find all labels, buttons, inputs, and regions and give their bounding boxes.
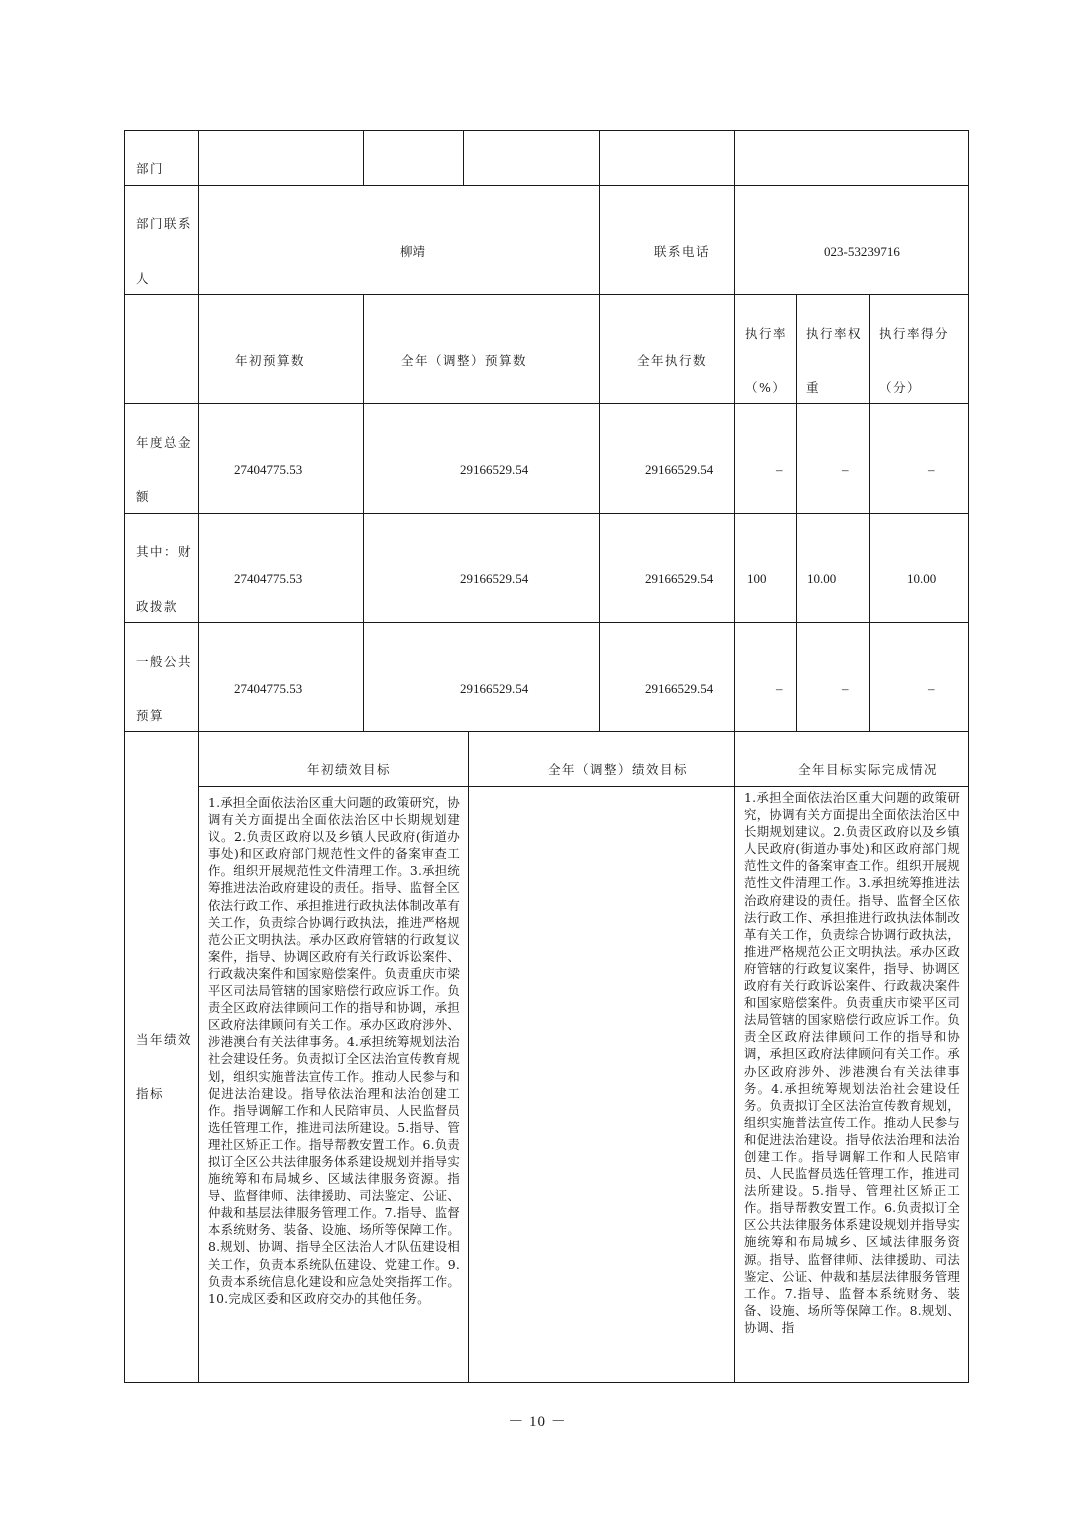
column-divider (599, 185, 600, 295)
annual-total-rate: – (776, 462, 783, 477)
label-contact-cont: 人 (136, 271, 151, 286)
label-performance: 当年绩效 (136, 1032, 193, 1047)
column-divider (363, 294, 364, 732)
row-divider (124, 731, 969, 732)
page-number: － 10 － (508, 1414, 567, 1430)
header-executed: 全年执行数 (637, 353, 708, 368)
performance-table (124, 130, 969, 1383)
label-fiscal: 其中：财 (136, 544, 193, 559)
perf-header-adjusted: 全年（调整）绩效目标 (548, 762, 689, 777)
perf-initial-text: 1.承担全面依法治区重大问题的政策研究，协调有关方面提出全面依法治区中长期规划建议。2.负责区政府以及乡镇人民政府(街道办事处)和区政府部门规范性文件的备案审查工作。组织开展规范性文件清理工作。3.承担统筹推进法治政府建设的责任。指导、监督全区依法行政工作、承担推进行政执法体制改革有关工作，负责综合协调行政执法，推进严格规范公正文明执法。承办区政府管辖的行政复议案件，指导、协调区政府有关行政诉讼案件、行政裁决案件和国家赔偿案件。负责重庆市梁平区司法局管辖的国家赔偿行政应诉工作。负责全区政府法律顾问工作的指导和协调，承担区政府法律顾问有关工作。承办区政府涉外、涉港澳台有关法律事务。4.承担统筹规划法治社会建设任务。负责拟订全区法治宣传教育规划，组织实施普法宣传工作。推动人民参与和促进法治建设。指导依法治理和法治创建工作。指导调解工作和人民陪审员、人民监督员选任管理工作，推进司法所建设。5.指导、管理社区矫正工作。指导帮教安置工作。6.负责拟订全区公共法律服务体系建设规划并指导实施统筹和布局城乡、区域法律服务资源。指导、监督律师、法律援助、司法鉴定、公证、仲裁和基层法律服务管理工作。7.指导、监督本系统财务、装备、设施、场所等保障工作。8.规划、协调、指导全区法治人才队伍建设相关工作，负责本系统队伍建设、党建工作。9.负责本系统信息化建设和应急处突指挥工作。10.完成区委和区政府交办的其他任务。 (208, 795, 460, 1306)
public-adjusted: 29166529.54 (460, 681, 529, 696)
column-divider (869, 294, 870, 732)
label-department: 部门 (136, 161, 165, 176)
header-rate-unit: （%） (745, 380, 787, 395)
row-divider (124, 294, 969, 295)
label-annual-total-cont: 额 (136, 489, 151, 504)
perf-actual-text: 1.承担全面依法治区重大问题的政策研究，协调有关方面提出全面依法治区中长期规划建议。2.负责区政府以及乡镇人民政府(街道办事处)和区政府部门规范性文件的备案审查工作。组织开展规范性文件清理工作。3.承担统筹推进法治政府建设的责任。指导、监督全区依法行政工作、承担推进行政执法体制改革有关工作，负责综合协调行政执法，推进严格规范公正文明执法。承办区政府管辖的行政复议案件，指导、协调区政府有关行政诉讼案件、行政裁决案件和国家赔偿案件。负责重庆市梁平区司法局管辖的国家赔偿行政应诉工作。负责全区政府法律顾问工作的指导和协调，承担区政府法律顾问有关工作。承办区政府涉外、涉港澳台有关法律事务。4.承担统筹规划法治社会建设任务。负责拟订全区法治宣传教育规划，组织实施普法宣传工作。推动人民参与和促进法治建设。指导依法治理和法治创建工作。指导调解工作和人民陪审员、人民监督员选任管理工作，推进司法所建设。5.指导、管理社区矫正工作。指导帮教安置工作。6.负责拟订全区公共法律服务体系建设规划并指导实施统筹和布局城乡、区域法律服务资源。指导、监督律师、法律援助、司法鉴定、公证、仲裁和基层法律服务管理工作。7.指导、监督本系统财务、装备、设施、场所等保障工作。8.规划、协调、指 (744, 790, 960, 1335)
label-fiscal-cont: 政拨款 (136, 599, 179, 614)
column-divider (599, 130, 600, 186)
label-public-budget: 一般公共 (136, 654, 193, 669)
annual-total-weight: – (842, 462, 849, 477)
table-border-top (124, 130, 969, 131)
table-border-left (124, 130, 125, 1383)
perf-header-initial: 年初绩效目标 (307, 762, 392, 777)
header-adjusted-budget: 全年（调整）预算数 (401, 353, 528, 368)
fiscal-initial: 27404775.53 (234, 571, 303, 586)
column-divider (463, 130, 464, 186)
header-weight-cont: 重 (806, 380, 821, 395)
row-divider (124, 403, 969, 404)
column-divider (734, 294, 735, 732)
header-initial-budget: 年初预算数 (235, 353, 306, 368)
column-divider (796, 294, 797, 732)
contact-phone-label: 联系电话 (654, 244, 711, 259)
annual-total-initial: 27404775.53 (234, 462, 303, 477)
header-score: 执行率得分 (879, 326, 950, 341)
label-annual-total: 年度总金 (136, 435, 193, 450)
header-weight: 执行率权 (806, 326, 863, 341)
public-rate: – (776, 681, 783, 696)
table-border-bottom (124, 1382, 969, 1383)
annual-total-executed: 29166529.54 (645, 462, 714, 477)
column-divider (363, 130, 364, 186)
column-divider (599, 294, 600, 732)
fiscal-rate: 100 (747, 571, 767, 586)
column-divider (734, 130, 735, 186)
column-divider (734, 185, 735, 295)
public-initial: 27404775.53 (234, 681, 303, 696)
public-score: – (928, 681, 935, 696)
contact-phone: 023-53239716 (824, 244, 900, 259)
label-performance-cont: 指标 (136, 1086, 165, 1101)
row-divider (124, 185, 969, 186)
label-public-budget-cont: 预算 (136, 708, 165, 723)
public-executed: 29166529.54 (645, 681, 714, 696)
row-divider (124, 622, 969, 623)
column-divider (734, 731, 735, 1383)
annual-total-adjusted: 29166529.54 (460, 462, 529, 477)
perf-header-divider (198, 786, 969, 787)
column-divider (468, 731, 469, 1383)
header-score-unit: （分） (879, 380, 922, 395)
header-rate: 执行率 (745, 326, 788, 341)
perf-header-actual: 全年目标实际完成情况 (798, 762, 939, 777)
contact-name: 柳靖 (400, 244, 426, 259)
fiscal-adjusted: 29166529.54 (460, 571, 529, 586)
table-border-right (968, 130, 969, 1383)
public-weight: – (842, 681, 849, 696)
fiscal-weight: 10.00 (807, 571, 837, 586)
label-contact: 部门联系 (136, 216, 193, 231)
row-divider (124, 513, 969, 514)
label-column-divider (198, 130, 199, 1383)
fiscal-executed: 29166529.54 (645, 571, 714, 586)
fiscal-score: 10.00 (907, 571, 937, 586)
annual-total-score: – (928, 462, 935, 477)
